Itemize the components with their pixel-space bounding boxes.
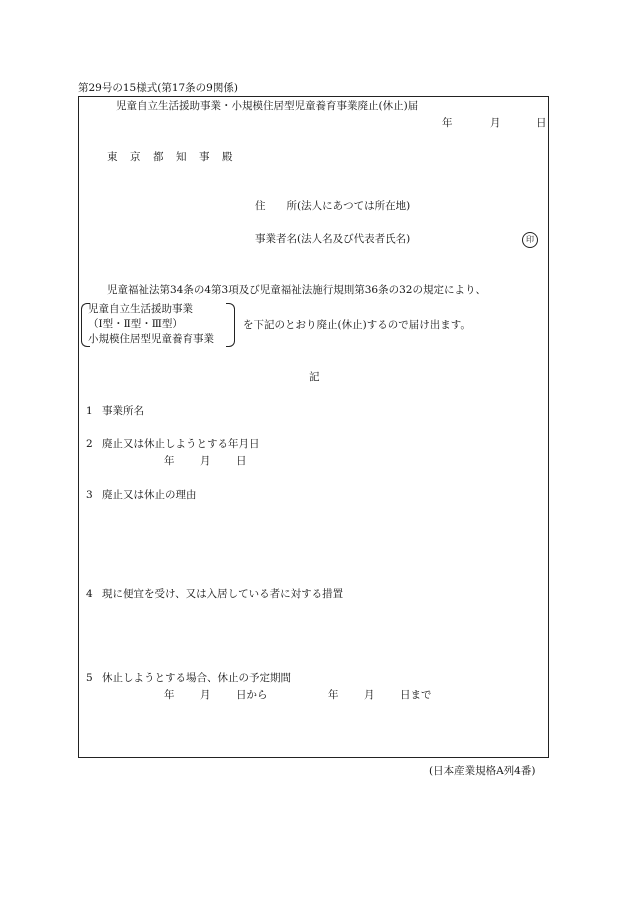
item-5-day-to: 日まで bbox=[400, 689, 432, 701]
ki-heading: 記 bbox=[309, 371, 320, 383]
header-date-day: 日 bbox=[536, 117, 547, 129]
body-line-2: を下記のとおり廃止(休止)するので届け出ます。 bbox=[243, 319, 471, 331]
item-2-year: 年 bbox=[164, 455, 175, 467]
addressee: 東 京 都 知 事 殿 bbox=[107, 151, 234, 163]
bracket-line-3: 小規模住居型児童養育事業 bbox=[88, 333, 214, 345]
item-5-day-from: 日から bbox=[236, 689, 268, 701]
item-1-num: 1 bbox=[86, 405, 93, 417]
item-2-month: 月 bbox=[200, 455, 211, 467]
bracket-line-2: （Ⅰ型・Ⅱ型・Ⅲ型） bbox=[88, 318, 183, 330]
header-date-month: 月 bbox=[490, 117, 501, 129]
item-5-year-from: 年 bbox=[164, 689, 175, 701]
operator-label: 事業者名(法人名及び代表者氏名) bbox=[255, 233, 411, 245]
item-1-label: 事業所名 bbox=[102, 405, 144, 417]
footer-note: (日本産業規格A列4番) bbox=[429, 765, 536, 777]
item-4-label: 現に便宜を受け、又は入居している者に対する措置 bbox=[102, 588, 344, 600]
item-5-month-to: 月 bbox=[364, 689, 375, 701]
seal-icon: 印 bbox=[522, 232, 538, 248]
item-2-num: 2 bbox=[86, 438, 93, 450]
item-4-num: 4 bbox=[86, 588, 93, 600]
address-label: 住 所(法人にあつては所在地) bbox=[255, 200, 411, 212]
item-2-label: 廃止又は休止しようとする年月日 bbox=[102, 438, 260, 450]
item-3-num: 3 bbox=[86, 489, 93, 501]
item-5-month-from: 月 bbox=[200, 689, 211, 701]
bracket-right bbox=[226, 303, 235, 347]
body-line-1: 児童福祉法第34条の4第3項及び児童福祉法施行規則第36条の32の規定により、 bbox=[107, 284, 486, 296]
item-3-label: 廃止又は休止の理由 bbox=[102, 489, 197, 501]
bracket-line-1: 児童自立生活援助事業 bbox=[88, 303, 193, 315]
item-5-label: 休止しようとする場合、休止の予定期間 bbox=[102, 672, 291, 684]
item-5-num: 5 bbox=[86, 672, 93, 684]
item-2-day: 日 bbox=[236, 455, 247, 467]
form-frame bbox=[78, 96, 549, 758]
header-date-year: 年 bbox=[442, 117, 453, 129]
form-title: 児童自立生活援助事業・小規模住居型児童養育事業廃止(休止)届 bbox=[116, 100, 419, 112]
form-number: 第29号の15様式(第17条の9関係) bbox=[78, 82, 238, 94]
item-5-year-to: 年 bbox=[328, 689, 339, 701]
